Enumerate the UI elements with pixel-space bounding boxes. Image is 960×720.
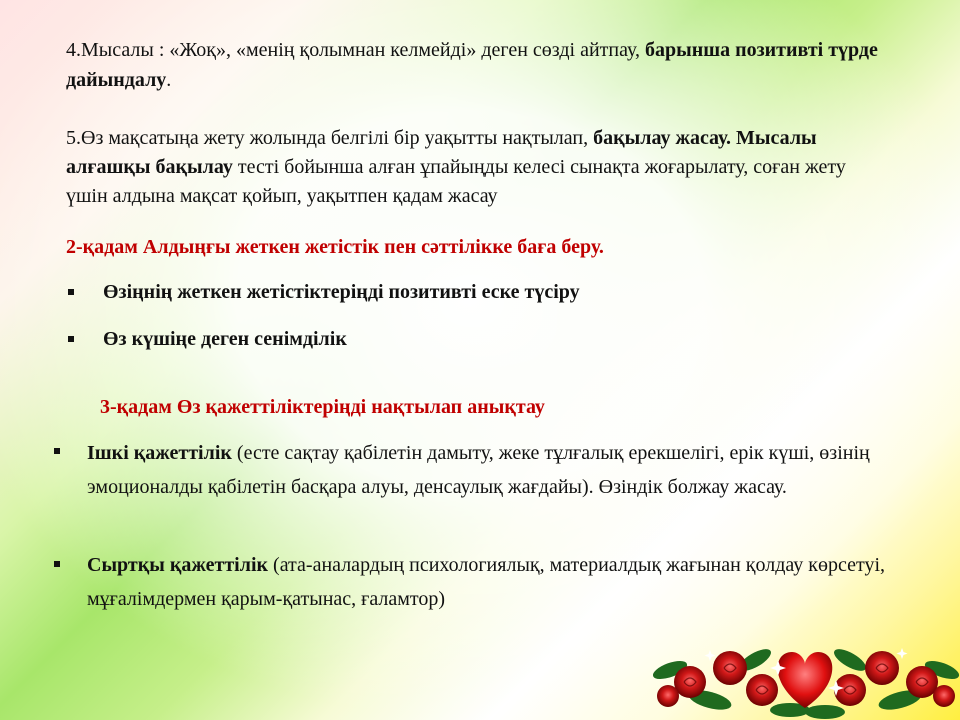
bullet-marker [68, 336, 74, 342]
step-2-bullet-2-text: Өз күшіңе деген сенімділік [103, 328, 347, 350]
roses-decoration [650, 630, 960, 720]
item-5-paragraph [66, 124, 876, 211]
step-2-bullet-2 [103, 323, 347, 356]
item-5-text-1: 5.Өз мақсатыңа жету жолында белгілі бір уақытты нақтылап, [66, 127, 594, 149]
item-4-end: . [166, 69, 172, 91]
internal-need-label: Ішкі қажеттілік [87, 442, 232, 464]
internal-need-text: (есте сақтау қабілетін дамыту, жеке тұлғалық ерекшелігі, ерік күші, өзінің эмоционалды қабілетін басқара алуы, денсаулық жағдайы). Өзіндік болжау жасау. [87, 442, 870, 498]
step-2-bullet-1 [103, 276, 580, 309]
external-need-text: (ата-аналардың психологиялық, материалдық жағынан қолдау көрсетуі, мұғалімдермен қарым-қатынас, ғаламтор) [87, 554, 885, 610]
item-5-text-2: тесті бойынша алған ұпайыңды келесі сынақта жоғарылату, соған жету үшін алдына мақсат қойып, уақытпен қадам жасау [66, 156, 846, 207]
external-need-paragraph [87, 548, 957, 616]
item-4-paragraph [66, 35, 886, 95]
item-5-bold: бақылау жасау. Мысалы алғашқы бақылау [66, 127, 817, 178]
item-4-bold: барынша позитивті түрде дайындалу [66, 39, 878, 91]
external-need-label: Сыртқы қажеттілік [87, 554, 269, 576]
bullet-marker [54, 561, 60, 567]
bullet-marker [68, 289, 74, 295]
step-3-heading: 3-қадам Өз қажеттіліктеріңді нақтылап анықтау [100, 396, 545, 418]
item-4-text: 4.Мысалы : «Жоқ», «менің қолымнан келмейді» деген сөзді айтпау, [66, 39, 645, 61]
bullet-marker [54, 448, 60, 454]
step-2-bullet-1-text: Өзіңнің жеткен жетістіктеріңді позитивті еске түсіру [103, 281, 580, 303]
step-2-heading: 2-қадам Алдыңғы жеткен жетістік пен сәттілікке баға беру. [66, 236, 604, 258]
internal-need-paragraph [87, 436, 927, 504]
